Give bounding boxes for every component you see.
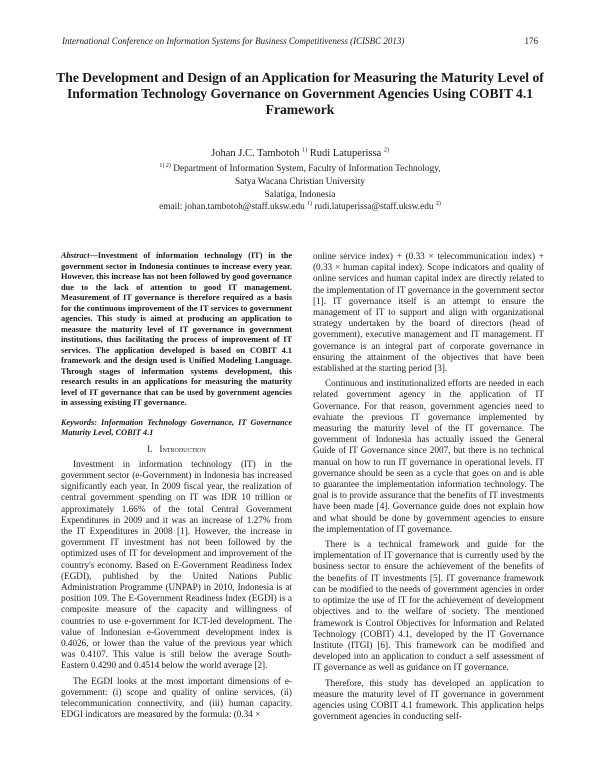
paragraph: The EGDI looks at the most important dimensions of e-government: (i) scope and quality of online services, (ii) telecommunication connectivity, and (iii) human capacity. EDGI indicators are measured by the formula: (0.34 × <box>61 675 292 720</box>
section-title: Introduction <box>159 443 206 454</box>
page-number: 176 <box>524 36 538 46</box>
author-name: Johan J.C. Tambotoh <box>211 148 300 159</box>
department: Department of Information System, Faculty of Information Technology, <box>173 164 441 174</box>
affiliation <box>60 163 540 214</box>
keywords: Keywords: Information Technology Governance, IT Governance Maturity Level, COBIT 4.1 <box>61 417 292 437</box>
email-2: rudi.latuperissa@staff.uksw.edu <box>314 202 434 213</box>
affiliation-marker: 1) 2) <box>159 162 171 169</box>
email-marker: 2) <box>435 201 441 208</box>
section-heading <box>61 444 292 455</box>
paragraph: Therefore, this study has developed an application to measure the maturity level of IT governance in government agencies using COBIT 4.1 framework. This application helps government agencies in conducting self- <box>313 677 544 722</box>
university: Satya Wacana Christian University <box>235 176 365 187</box>
abstract-text: —Investment of information technology (IT) in the government sector in Indonesia continues to increase every year. However, this increase has not been followed by good governance due to the lack of attention to good IT management. Measurement of IT governance is therefore required as a basis for the continuous improvement of the IT services to government agencies. This study is aimed at producing an application to measure the maturity level of IT governance in government institutions, thus facilitating the process of improvement of IT services. The application developed is based on COBIT 4.1 framework and the design used is Unified Modeling Language. Through stages of information systems development, this research results in an applications for measuring the maturity level of IT governance that can be used by government agencies in assessing existing IT governance. <box>61 251 292 407</box>
abstract-lead: Abstract <box>61 251 90 260</box>
email-marker: 1) <box>307 201 313 208</box>
author-name: Rudi Latuperissa <box>309 148 382 159</box>
author-marker: 1) <box>302 147 308 154</box>
email-line <box>60 201 540 214</box>
left-column <box>61 251 292 724</box>
right-column <box>313 251 544 726</box>
paragraph: Continuous and institutionalized efforts are needed in each related government agency in the application of IT Governance. For that reason, government agencies need to evaluate the previous IT governance implemented by measuring the maturity level of the IT governance. The government of Indonesia has actually issued the General Guide of IT Governance since 2007, but there is no technical manual on how to run IT governance in operational levels. IT governance should be seen as a cycle that goes on and is able to guarantee the implementation information technology. The goal is to provide assurance that the benefits of IT investments have been made [4]. Governance guide does not explain how and what should be done by government agencies to ensure the implementation of IT governance. <box>313 378 544 534</box>
paragraph: Investment in information technology (IT) in the government sector (e-Government) in Indonesia has increased significantly each year. In 2009 fiscal year, the realization of central government spending on IT was IDR 10 trillion or approximately 1.66% of the total Central Government Expenditures in 2009 and it was an increase of 1.27% from the IT Expenditures in 2008 [1]. However, the increase in government IT investment has not been followed by the optimized uses of IT for development and improvement of the country's economy. Based on E-Government Readiness Index (EGDI), published by the United Nations Public Administration Programme (UNPAP) in 2010, Indonesia is at position 109. The E-Government Readiness Index (EGDI) is a composite measure of the capacity and willingness of countries to use e-government for ICT-led development. The value of Indonesian e-Government development index is 0.4026, or lower than the value of the previous year which was 0.4107. This value is still below the average South-Eastern 0.4290 and 0.4514 below the world average [2]. <box>61 458 292 671</box>
conference-name: International Conference on Information Systems for Business Competitiveness (ICISBC 2013) <box>62 36 405 46</box>
paragraph: online service index) + (0.33 × telecommunication index) + (0.33 × human capital index). Scope indicators and quality of online services and human capital index are directly related to the implementation of IT governance in the government sector [1]. IT governance itself is an attempt to ensure the management of IT to support and align with organizational strategy undertaken by the board of directors (head of government), executive management and IT management. IT governance is an integral part of corporate governance in ensuring the attainment of the objectives that have been established at the starting period [3]. <box>313 251 544 374</box>
paper-title: The Development and Design of an Application for Measuring the Maturity Level of Information Technology Governance on Government Agencies Using COBIT 4.1 Framework <box>56 70 544 117</box>
city: Salatiga, Indonesia <box>264 189 336 200</box>
running-header <box>62 36 538 46</box>
author-marker: 2) <box>383 147 389 154</box>
email-1: email: johan.tambotoh@staff.uksw.edu <box>159 202 305 213</box>
abstract <box>61 251 292 409</box>
paragraph: There is a technical framework and guide for the implementation of IT governance that is currently used by the business sector to ensure the achievement of the benefits of the benefits of IT investments [5]. IT governance framework can be modified to the needs of government agencies in order to optimize the use of IT for the achievement of development objectives and to the welfare of society. The mentioned framework is Control Objectives for Information and Related Technology (COBIT) 4.1, developed by the IT Governance Institute (ITGI) [6]. This framework can be modified and developed into an application to conduct a self assessment of IT governance as well as guidance on IT governance. <box>313 539 544 673</box>
author-list <box>60 147 540 160</box>
section-numeral: I. <box>147 443 153 454</box>
